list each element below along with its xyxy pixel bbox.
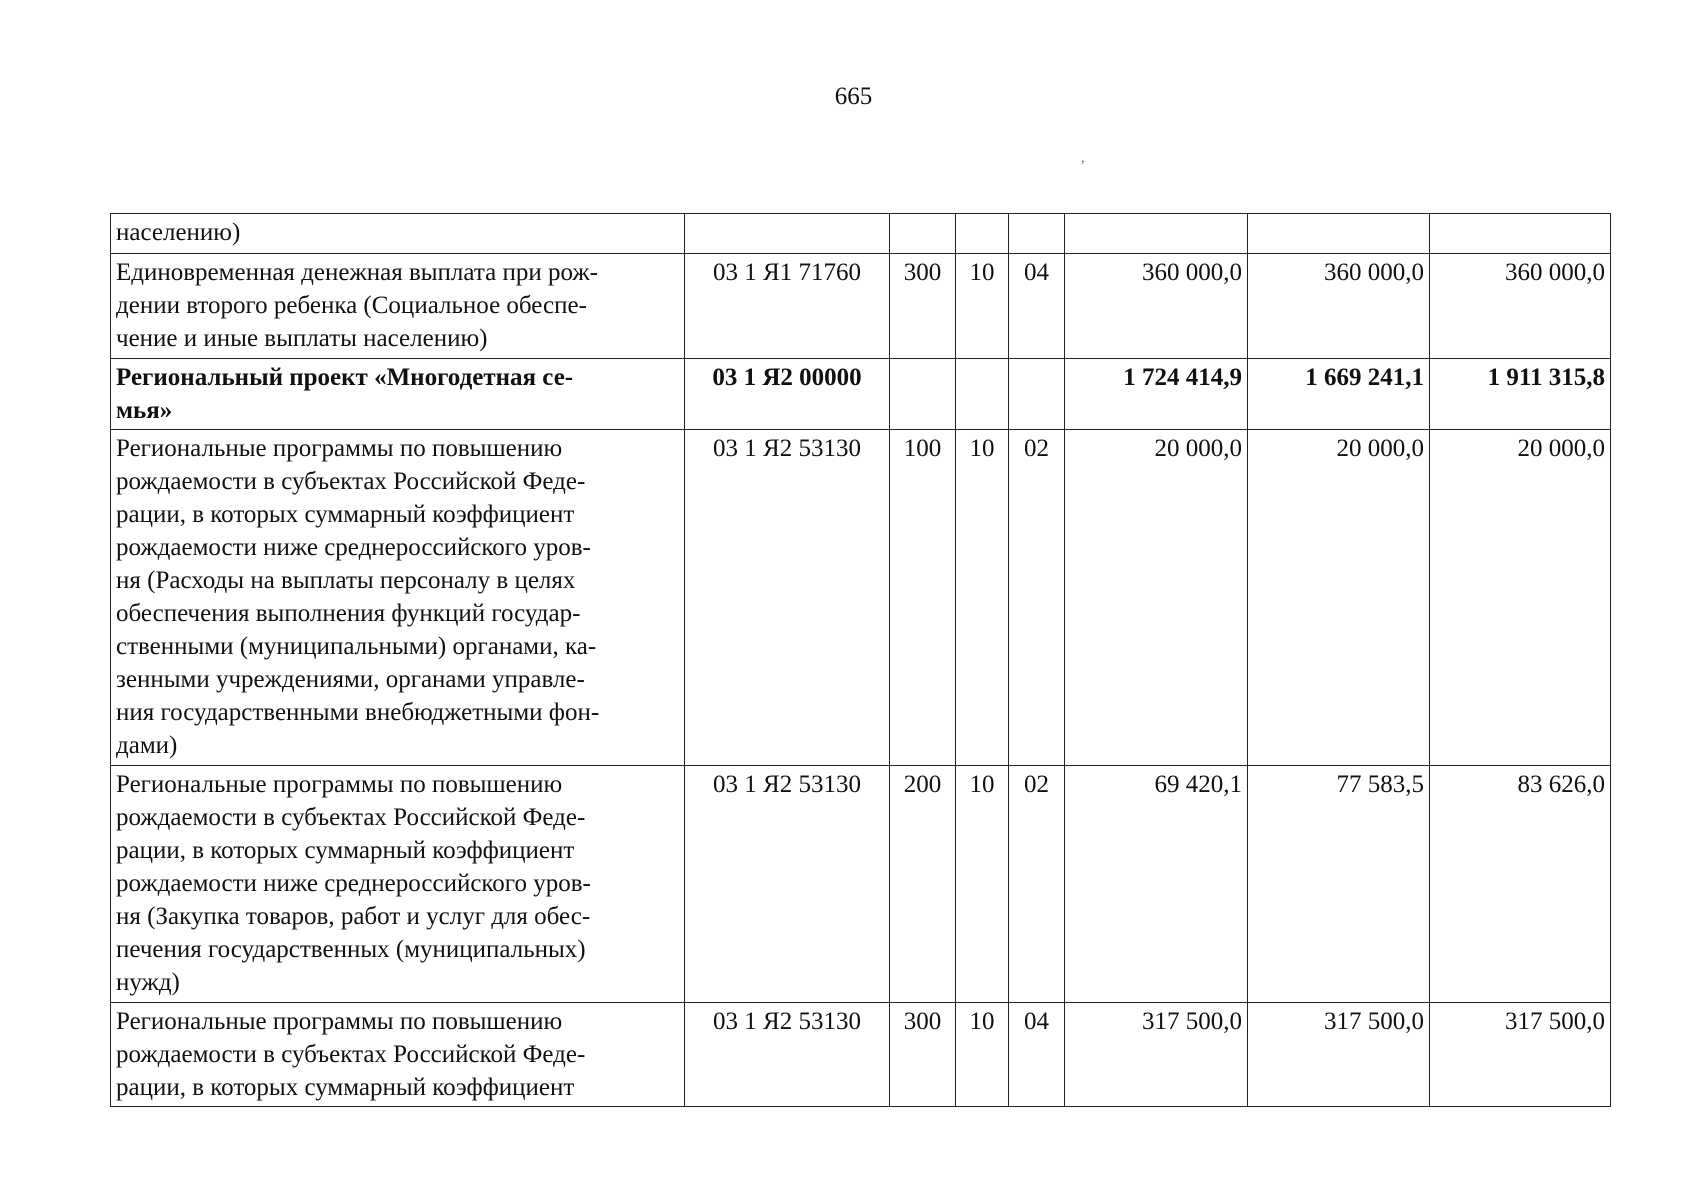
row-amount-2: 77 583,5 bbox=[1248, 766, 1430, 1003]
row-amount-3: 317 500,0 bbox=[1430, 1003, 1611, 1107]
row-section: 10 bbox=[956, 430, 1009, 766]
row-description: населению) bbox=[111, 214, 685, 254]
row-description: Региональные программы по повышению рождаемости в субъектах Российской Феде- рации, в которых суммарный коэффициент рождаемости ниже среднероссийского уров- ня (Закупка товаров, работ и услуг для обес- печения государственных (муниципальных) нужд) bbox=[111, 766, 685, 1003]
row-code bbox=[685, 214, 890, 254]
row-amount-3: 20 000,0 bbox=[1430, 430, 1611, 766]
row-amount-3: 360 000,0 bbox=[1430, 254, 1611, 359]
row-amount-2: 1 669 241,1 bbox=[1248, 359, 1430, 430]
row-amount-2 bbox=[1248, 214, 1430, 254]
row-type: 200 bbox=[890, 766, 956, 1003]
row-code: 03 1 Я2 53130 bbox=[685, 430, 890, 766]
budget-table bbox=[110, 213, 1611, 1107]
row-section: 10 bbox=[956, 254, 1009, 359]
table-row bbox=[111, 766, 1611, 1003]
row-type: 300 bbox=[890, 1003, 956, 1107]
row-code: 03 1 Я1 71760 bbox=[685, 254, 890, 359]
page-number: 665 bbox=[834, 83, 873, 110]
row-type bbox=[890, 214, 956, 254]
row-description: Единовременная денежная выплата при рож- дении второго ребенка (Социальное обеспе- чение и иные выплаты населению) bbox=[111, 254, 685, 359]
row-amount-3: 1 911 315,8 bbox=[1430, 359, 1611, 430]
table-row bbox=[111, 254, 1611, 359]
row-subsection: 02 bbox=[1009, 430, 1065, 766]
row-amount-2: 317 500,0 bbox=[1248, 1003, 1430, 1107]
row-subsection bbox=[1009, 359, 1065, 430]
row-code: 03 1 Я2 00000 bbox=[685, 359, 890, 430]
row-amount-2: 20 000,0 bbox=[1248, 430, 1430, 766]
table-row bbox=[111, 430, 1611, 766]
row-type: 300 bbox=[890, 254, 956, 359]
row-type bbox=[890, 359, 956, 430]
row-section: 10 bbox=[956, 1003, 1009, 1107]
row-code: 03 1 Я2 53130 bbox=[685, 766, 890, 1003]
row-amount-3 bbox=[1430, 214, 1611, 254]
row-amount-1 bbox=[1065, 214, 1248, 254]
row-section: 10 bbox=[956, 766, 1009, 1003]
row-amount-2: 360 000,0 bbox=[1248, 254, 1430, 359]
row-subsection: 02 bbox=[1009, 766, 1065, 1003]
row-type: 100 bbox=[890, 430, 956, 766]
row-subsection: 04 bbox=[1009, 1003, 1065, 1107]
row-code: 03 1 Я2 53130 bbox=[685, 1003, 890, 1107]
row-amount-1: 360 000,0 bbox=[1065, 254, 1248, 359]
row-amount-1: 20 000,0 bbox=[1065, 430, 1248, 766]
row-amount-3: 83 626,0 bbox=[1430, 766, 1611, 1003]
row-amount-1: 317 500,0 bbox=[1065, 1003, 1248, 1107]
table-row-project bbox=[111, 359, 1611, 430]
row-description: Региональные программы по повышению рождаемости в субъектах Российской Феде- рации, в которых суммарный коэффициент рождаемости ниже среднероссийского уров- ня (Расходы на выплаты персоналу в целях обеспечения выполнения функций государ- ственными (муниципальными) органами, ка- зенными учреждениями, органами управле- ния государственными внебюджетными фон- дами) bbox=[111, 430, 685, 766]
scan-mark: , bbox=[1081, 151, 1085, 166]
row-amount-1: 1 724 414,9 bbox=[1065, 359, 1248, 430]
row-description: Региональный проект «Многодетная се- мья» bbox=[111, 359, 685, 430]
table-row bbox=[111, 1003, 1611, 1107]
row-amount-1: 69 420,1 bbox=[1065, 766, 1248, 1003]
row-section bbox=[956, 214, 1009, 254]
row-subsection bbox=[1009, 214, 1065, 254]
table-row bbox=[111, 214, 1611, 254]
row-section bbox=[956, 359, 1009, 430]
row-subsection: 04 bbox=[1009, 254, 1065, 359]
row-description: Региональные программы по повышению рождаемости в субъектах Российской Феде- рации, в которых суммарный коэффициент bbox=[111, 1003, 685, 1107]
